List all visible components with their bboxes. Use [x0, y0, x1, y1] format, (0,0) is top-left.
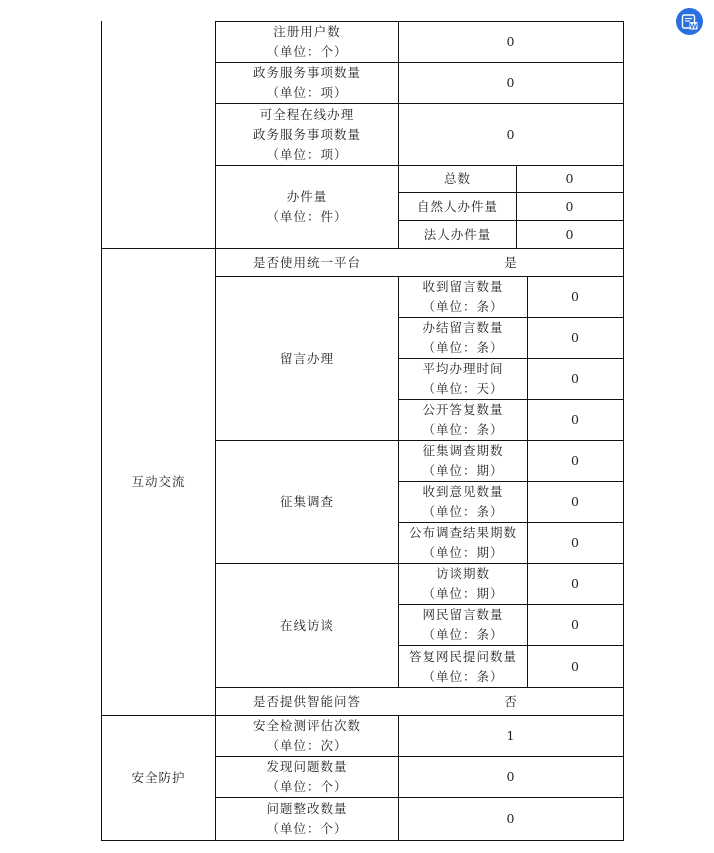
metric-label: 办结留言数量 （单位：条） [422, 320, 504, 355]
table-border [623, 21, 624, 841]
handling-item-value: 0 [565, 198, 575, 214]
metric-label: 征集调查期数 （单位：期） [422, 443, 504, 478]
metric-label: 收到意见数量 （单位：条） [422, 484, 504, 519]
handling-item-label: 自然人办件量 [416, 198, 498, 214]
group-label-interviews: 在线访谈 [279, 617, 334, 633]
metric-value: 0 [571, 494, 580, 509]
row-label: 可全程在线办理 政务服务事项数量 （单位：项） [252, 106, 361, 162]
table-border [101, 840, 624, 841]
metric-label: 收到留言数量 （单位：条） [422, 279, 504, 314]
metric-value: 0 [571, 617, 580, 632]
metric-value: 0 [571, 658, 580, 674]
handling-item-label: 法人办件量 [423, 226, 492, 242]
unified-platform-label: 是否使用统一平台 [252, 254, 361, 270]
smart-qa-label: 是否提供智能问答 [252, 693, 361, 709]
metric-value: 0 [571, 576, 580, 591]
metric-value: 0 [571, 371, 580, 386]
metric-label: 网民留言数量 （单位：条） [422, 607, 504, 642]
row-value: 1 [506, 728, 516, 743]
metric-label: 访谈期数 （单位：期） [422, 566, 504, 601]
row-value: 0 [506, 769, 516, 784]
word-doc-badge[interactable] [676, 8, 703, 35]
handling-item-value: 0 [565, 171, 575, 186]
handling-label: 办件量 （单位：件） [266, 189, 348, 224]
row-label: 注册用户数 （单位：个） [266, 24, 348, 59]
metric-label: 公开答复数量 （单位：条） [422, 402, 504, 437]
unified-platform-value: 是 [504, 254, 518, 270]
row-label: 问题整改数量 （单位：个） [266, 801, 348, 836]
row-value: 0 [506, 811, 516, 826]
metric-value: 0 [571, 412, 580, 427]
metric-label: 答复网民提问数量 （单位：条） [408, 648, 517, 684]
metric-label: 公布调查结果期数 （单位：期） [408, 525, 517, 560]
group-label-messages: 留言办理 [279, 350, 334, 366]
row-value: 0 [506, 75, 516, 90]
metric-value: 0 [571, 535, 580, 550]
section-label-interaction: 互动交流 [131, 474, 186, 489]
metric-value: 0 [571, 330, 580, 345]
svg-text:W: W [689, 22, 698, 30]
row-label: 政务服务事项数量 （单位：项） [252, 65, 361, 100]
row-label: 发现问题数量 （单位：个） [266, 759, 348, 794]
group-label-surveys: 征集调查 [279, 494, 334, 509]
row-value: 0 [506, 34, 516, 49]
metric-value: 0 [571, 289, 580, 304]
smart-qa-value: 否 [504, 693, 518, 709]
row-label: 安全检测评估次数 （单位：次） [252, 718, 361, 753]
handling-item-label: 总数 [443, 171, 471, 186]
metric-value: 0 [571, 453, 580, 468]
section-label-security: 安全防护 [131, 770, 186, 785]
row-value: 0 [506, 126, 516, 142]
handling-item-value: 0 [565, 226, 575, 242]
word-doc-icon [681, 13, 698, 30]
metric-label: 平均办理时间 （单位：天） [422, 361, 504, 396]
